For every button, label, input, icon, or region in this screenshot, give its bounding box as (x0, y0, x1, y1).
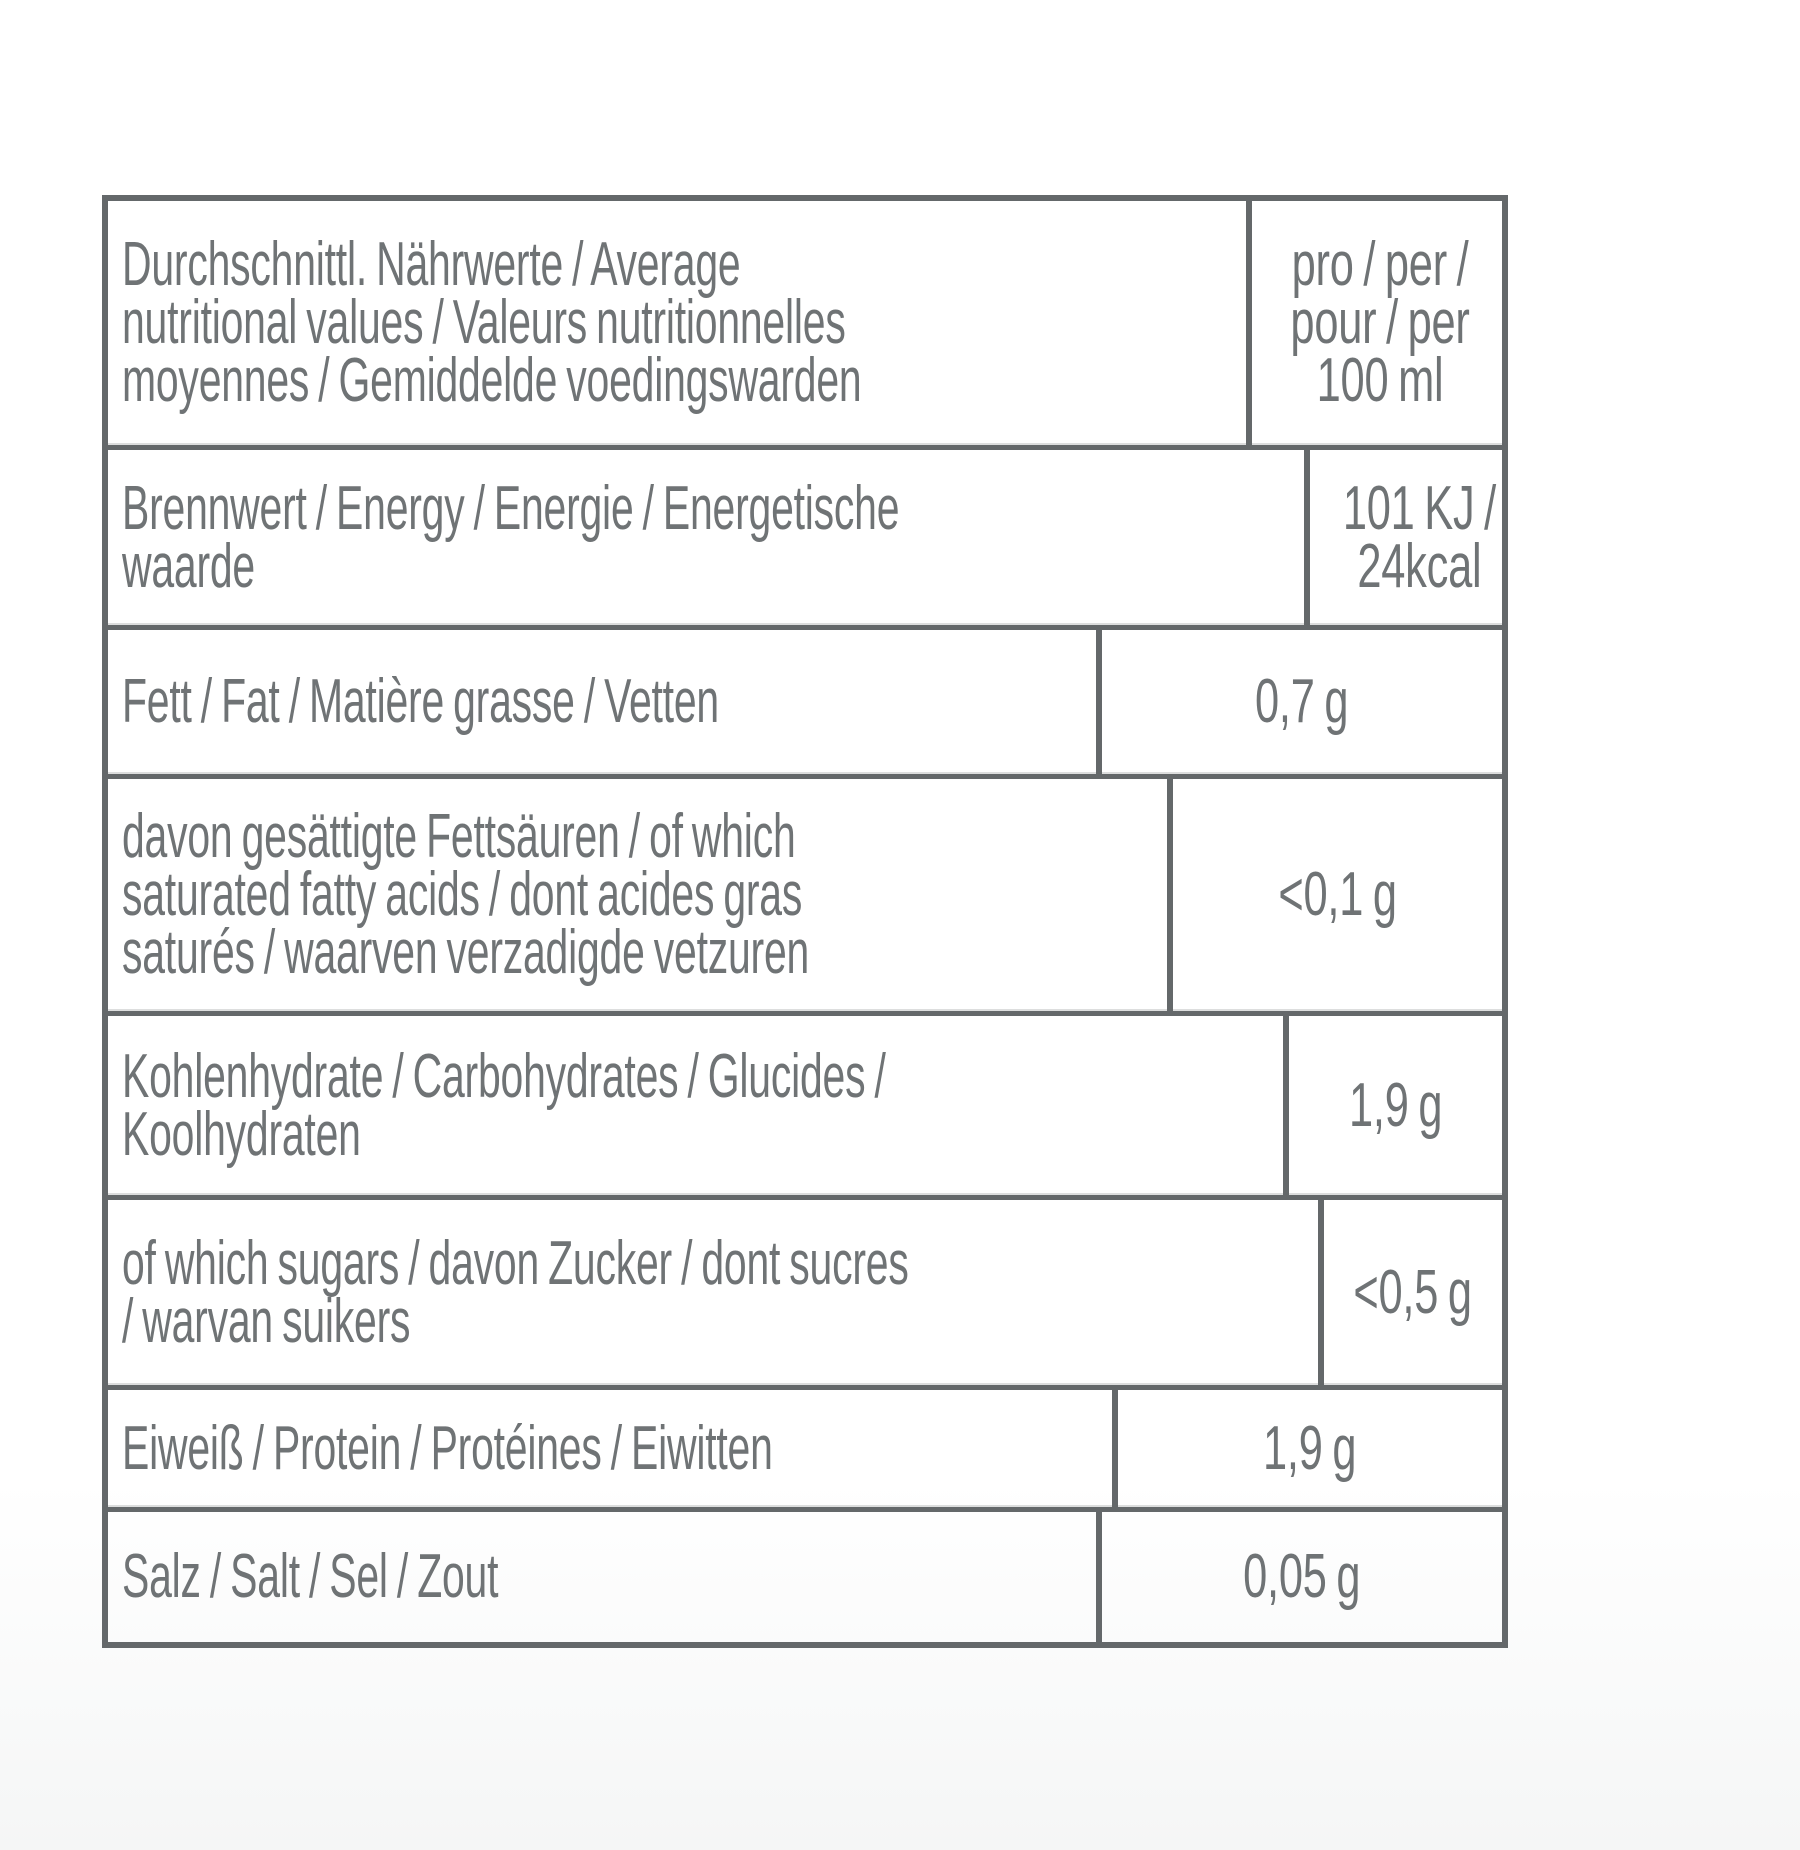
value-line: pour / per (1290, 288, 1471, 357)
label-line: saturated fatty acids / dont acides gras (122, 860, 803, 929)
nutrient-value-cell (1173, 779, 1502, 1011)
nutrient-value-cell (1252, 201, 1508, 445)
label-line: waarde (122, 531, 255, 601)
nutrient-label-cell (108, 1200, 1324, 1385)
table-row-protein (108, 1390, 1502, 1512)
nutrient-label-text (122, 1041, 886, 1169)
label-line: saturés / waarven verzadigde vetzuren (122, 918, 810, 987)
nutrient-label-text (122, 667, 719, 736)
label-line: moyennes / Gemiddelde voedingswarden (122, 346, 862, 415)
table-row-saturated-fat (108, 779, 1502, 1016)
table-row-sugars (108, 1200, 1502, 1390)
nutrient-label-cell (108, 1016, 1289, 1195)
label-line: Eiweiß / Protein / Protéines / Eiwitten (122, 1413, 773, 1483)
table-row-energy (108, 450, 1502, 630)
nutrient-value-text (1263, 1413, 1357, 1483)
value-line: 1,9 g (1263, 1413, 1357, 1483)
nutrient-value-cell (1102, 630, 1502, 774)
value-line: pro / per / (1291, 230, 1469, 299)
nutrient-value-text (1290, 230, 1471, 415)
nutrient-label-cell (108, 201, 1252, 445)
nutrient-label-cell (108, 630, 1102, 774)
label-line: / warvan suikers (122, 1286, 411, 1356)
nutrient-label-text (122, 1542, 499, 1611)
nutrient-value-text (1255, 667, 1349, 736)
value-line: <0,1 g (1278, 860, 1397, 929)
label-line: Koolhydraten (122, 1099, 361, 1169)
table-row-carbohydrates (108, 1016, 1502, 1200)
nutrient-label-text (122, 230, 862, 415)
value-line: 100 ml (1316, 346, 1444, 415)
nutrient-label-text (122, 473, 900, 601)
nutrient-label-text (122, 1413, 773, 1483)
nutrient-value-cell (1118, 1390, 1502, 1507)
table-row-salt (108, 1512, 1502, 1642)
nutrient-value-text (1353, 1257, 1473, 1327)
nutrient-label-cell (108, 1512, 1102, 1642)
nutrient-label-cell (108, 779, 1173, 1011)
label-line: Durchschnittl. Nährwerte / Average (122, 230, 741, 299)
nutrient-value-cell (1102, 1512, 1502, 1642)
label-line: of which sugars / davon Zucker / dont sucres (122, 1228, 909, 1298)
label-line: davon gesättigte Fettsäuren / of which (122, 802, 796, 871)
table-row-fat (108, 630, 1502, 779)
nutrient-label-cell (108, 1390, 1118, 1507)
label-line: Fett / Fat / Matière grasse / Vetten (122, 667, 719, 736)
label-line: Brennwert / Energy / Energie / Energetische (122, 473, 900, 543)
table-row-header (108, 201, 1502, 450)
value-line: <0,5 g (1353, 1257, 1473, 1327)
nutrient-value-text (1348, 1070, 1443, 1140)
nutrient-value-cell (1289, 1016, 1502, 1195)
value-line: 101 KJ / (1342, 473, 1496, 543)
nutrient-label-text (122, 802, 810, 987)
nutrition-table (102, 195, 1508, 1648)
nutrient-label-cell (108, 450, 1310, 625)
nutrient-value-cell (1310, 450, 1529, 625)
nutrient-label-text (122, 1228, 909, 1356)
label-line: Salz / Salt / Sel / Zout (122, 1542, 499, 1611)
value-line: 0,7 g (1255, 667, 1349, 736)
nutrient-value-text (1342, 473, 1496, 601)
label-line: Kohlenhydrate / Carbohydrates / Glucides / (122, 1041, 886, 1111)
nutrient-value-text (1278, 860, 1397, 929)
value-line: 0,05 g (1243, 1542, 1361, 1611)
nutrient-value-text (1243, 1542, 1361, 1611)
label-line: nutritional values / Valeurs nutritionnelles (122, 288, 846, 357)
nutrient-value-cell (1324, 1200, 1502, 1385)
value-line: 1,9 g (1348, 1070, 1443, 1140)
value-line: 24kcal (1357, 531, 1482, 601)
